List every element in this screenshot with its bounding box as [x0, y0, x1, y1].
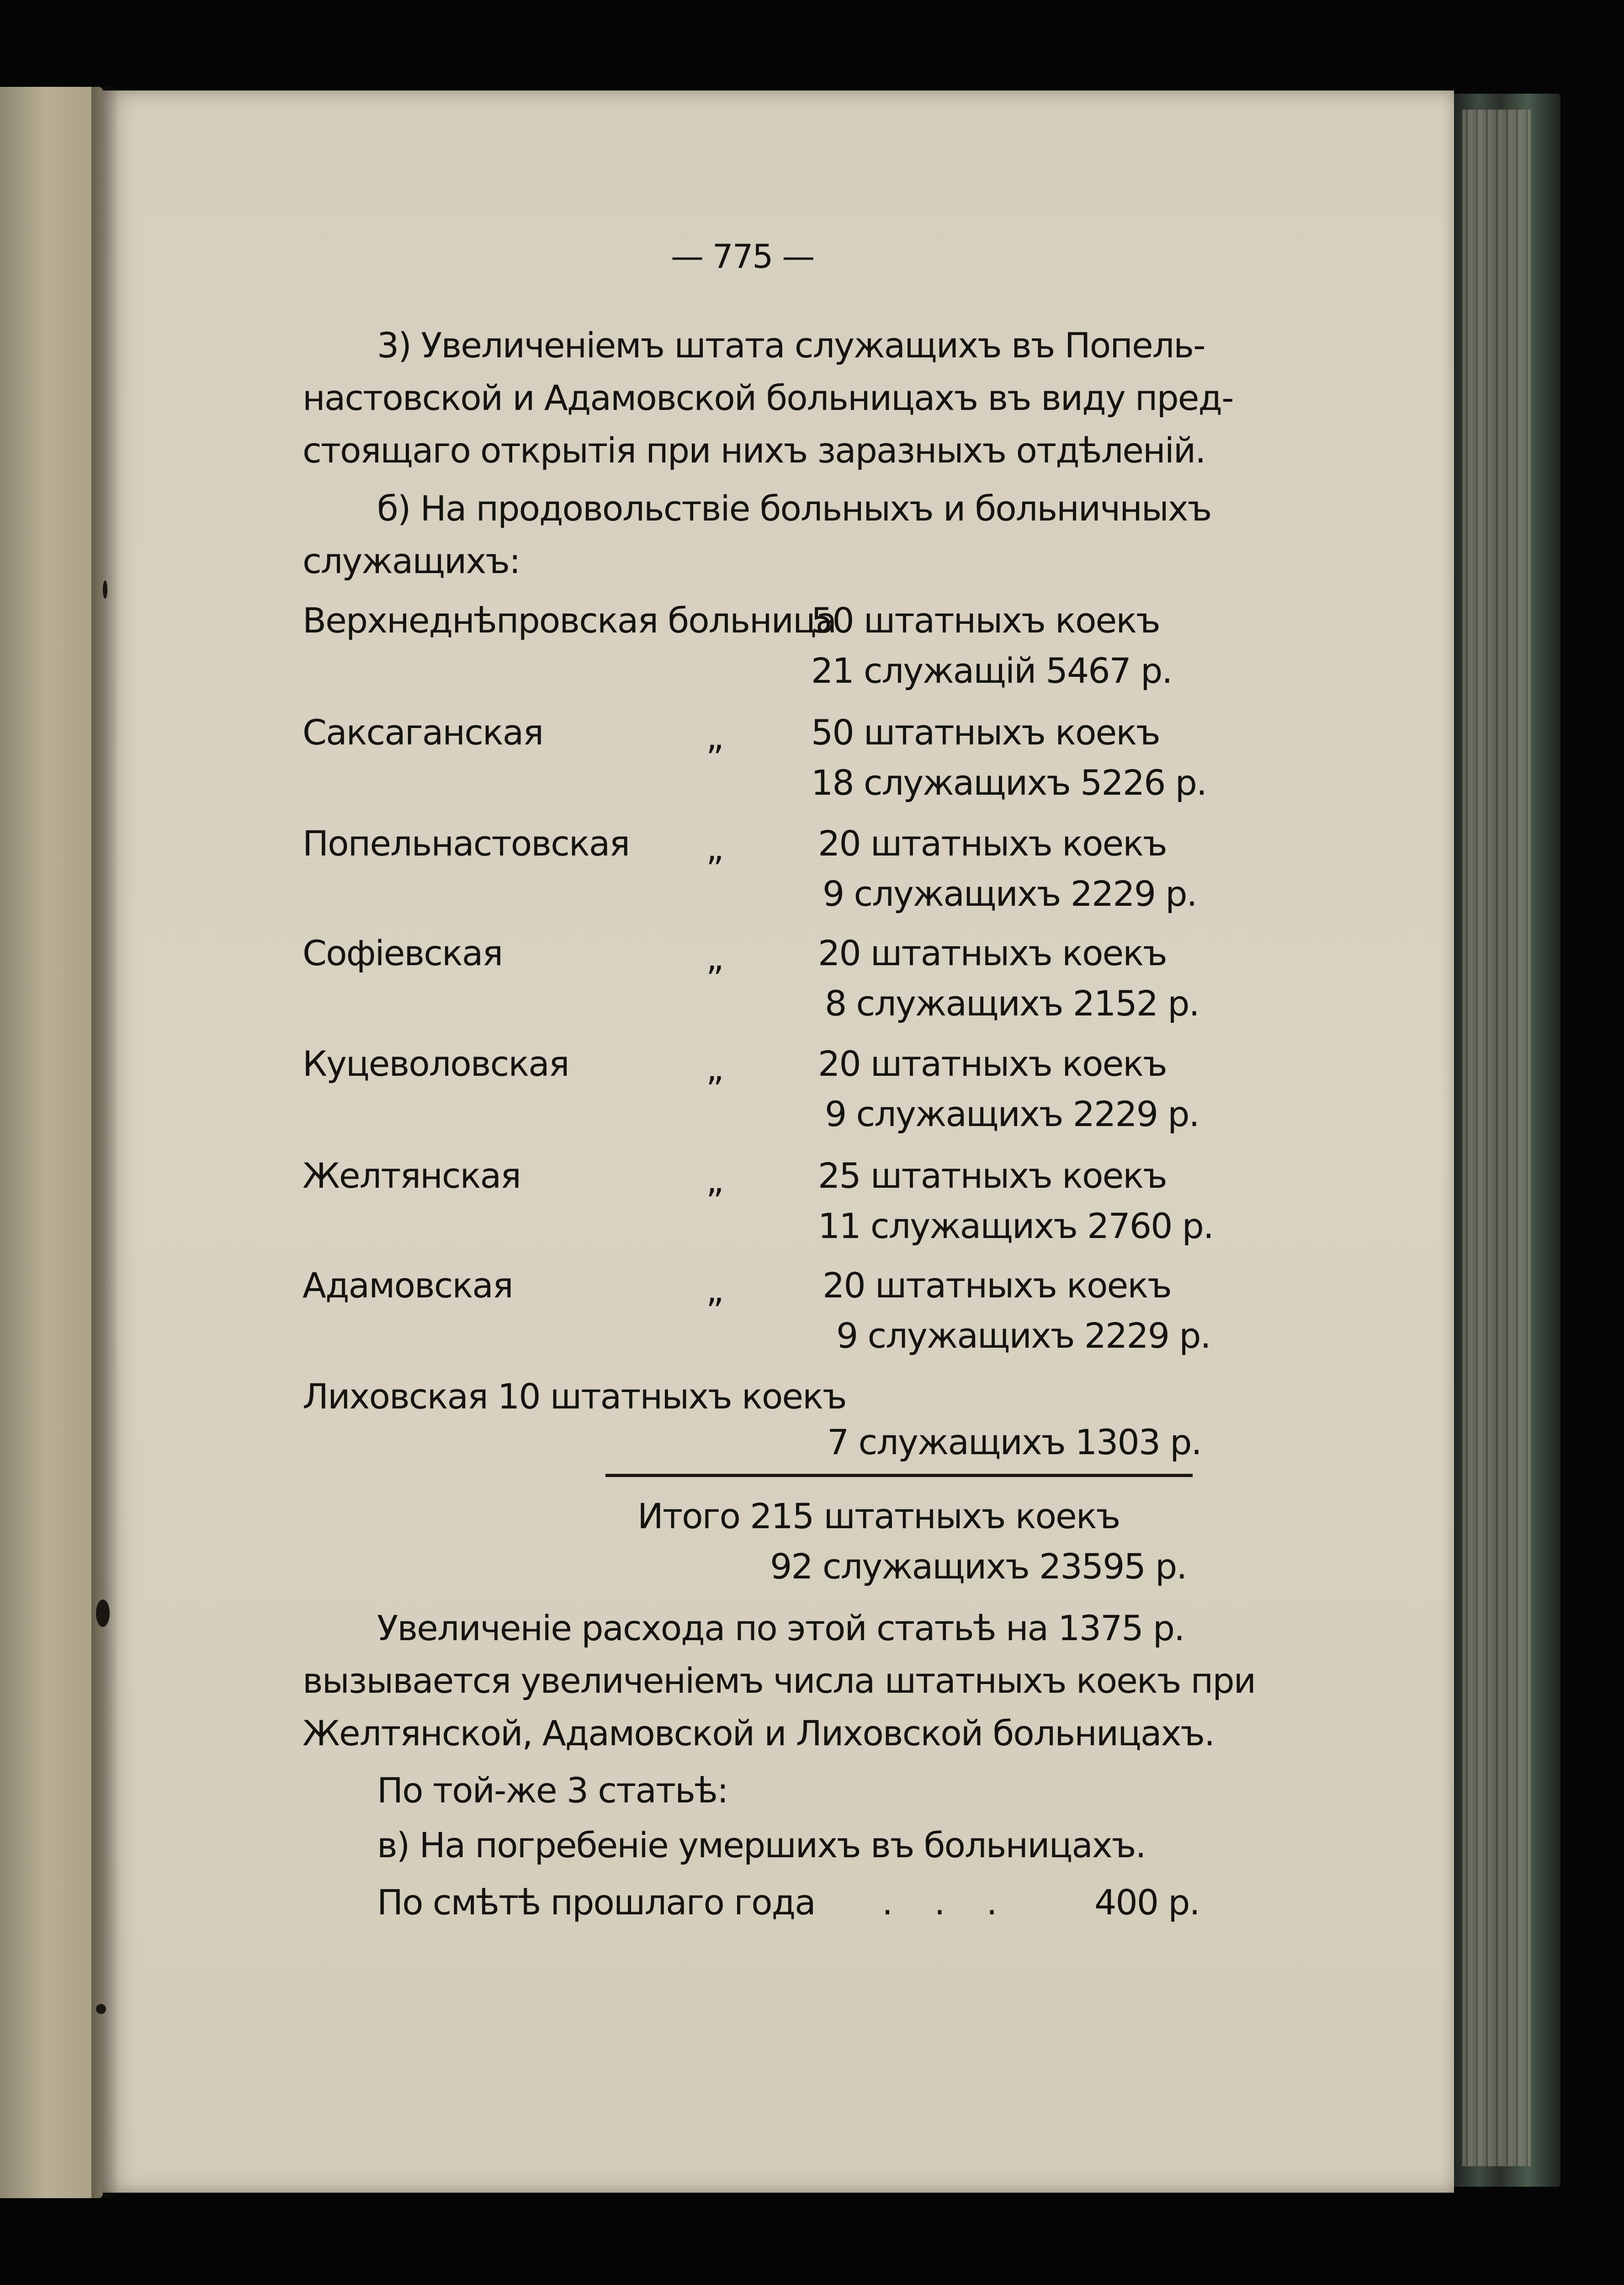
- hospital-beds: 20 штатныхъ коекъ: [818, 933, 1167, 973]
- hospital-name: Софіевская: [303, 933, 503, 973]
- ditto-mark: „: [706, 1048, 723, 1089]
- left-page-edge: [0, 87, 103, 2198]
- burial-line: в) На погребеніе умершихъ въ больницахъ.: [377, 1825, 1146, 1865]
- hospital-beds: 50 штатныхъ коекъ: [811, 712, 1160, 753]
- hospital-beds: 20 штатныхъ коекъ: [818, 1043, 1167, 1084]
- margin-mark: [103, 580, 107, 599]
- estimate-dots: . . .: [882, 1882, 997, 1923]
- hospital-staff: 18 служащихъ 5226 р.: [811, 762, 1207, 803]
- hospital-beds: 25 штатныхъ коекъ: [818, 1155, 1167, 1196]
- hospital-name: Саксаганская: [303, 712, 543, 753]
- total-beds: Итого 215 штатныхъ коекъ: [637, 1496, 1120, 1536]
- hospital-staff: 11 служащихъ 2760 р.: [818, 1206, 1214, 1246]
- hospital-staff: 9 служащихъ 2229 р.: [825, 1094, 1199, 1134]
- hospital-staff: 8 служащихъ 2152 р.: [825, 983, 1199, 1024]
- hospital-beds: 50 штатныхъ коекъ: [811, 600, 1160, 641]
- hospital-staff: 9 служащихъ 2229 р.: [836, 1315, 1210, 1356]
- ditto-mark: „: [706, 717, 723, 757]
- ditto-mark: „: [706, 1160, 723, 1201]
- para3-line3: стоящаго открытія при нихъ заразныхъ отдѣленій.: [303, 430, 1205, 471]
- margin-mark: [96, 1600, 110, 1627]
- hospital-beds: 20 штатныхъ коекъ: [818, 823, 1167, 864]
- para-b-line2: служащихъ:: [303, 541, 520, 581]
- page-number: — 775 —: [671, 237, 814, 276]
- estimate-label: По смѣтѣ прошлаго года: [377, 1882, 815, 1923]
- hospital-name: Желтянская: [303, 1155, 520, 1196]
- gutter-shadow: [91, 87, 119, 2198]
- hospital-name: Лиховская 10 штатныхъ коекъ: [303, 1376, 846, 1417]
- hospital-name: Куцеволовская: [303, 1043, 569, 1084]
- hospital-name: Попельнастовская: [303, 823, 630, 864]
- total-staff: 92 служащихъ 23595 р.: [770, 1546, 1187, 1587]
- para-b-line1: б) На продовольствіе больныхъ и больничныхъ: [377, 488, 1211, 529]
- estimate-amount: 400 р.: [1094, 1882, 1199, 1923]
- page-edges: [1462, 110, 1531, 2166]
- para3-line1: 3) Увеличеніемъ штата служащихъ въ Попель-: [377, 325, 1205, 366]
- ditto-mark: „: [706, 1270, 723, 1310]
- margin-mark: [96, 2004, 106, 2014]
- hospital-name: Адамовская: [303, 1265, 513, 1306]
- para3-line2: настовской и Адамовской больницахъ въ виду пред-: [303, 377, 1233, 418]
- hospital-name: Верхнеднѣпровская больница: [303, 600, 836, 641]
- same-article-line: По той-же 3 статьѣ:: [377, 1770, 728, 1811]
- ditto-mark: „: [706, 937, 723, 978]
- hospital-staff: 7 служащихъ 1303 р.: [827, 1422, 1201, 1462]
- hospital-staff: 9 служащихъ 2229 р.: [823, 873, 1197, 914]
- ditto-mark: „: [706, 828, 723, 868]
- hospital-beds: 20 штатныхъ коекъ: [823, 1265, 1171, 1306]
- increase-line1: Увеличеніе расхода по этой статьѣ на 1375 р.: [377, 1608, 1184, 1648]
- increase-line2: вызывается увеличеніемъ числа штатныхъ коекъ при: [303, 1660, 1255, 1701]
- total-rule: [605, 1474, 1193, 1477]
- hospital-staff: 21 служащій 5467 р.: [811, 650, 1172, 691]
- increase-line3: Желтянской, Адамовской и Лиховской больницахъ.: [303, 1713, 1215, 1754]
